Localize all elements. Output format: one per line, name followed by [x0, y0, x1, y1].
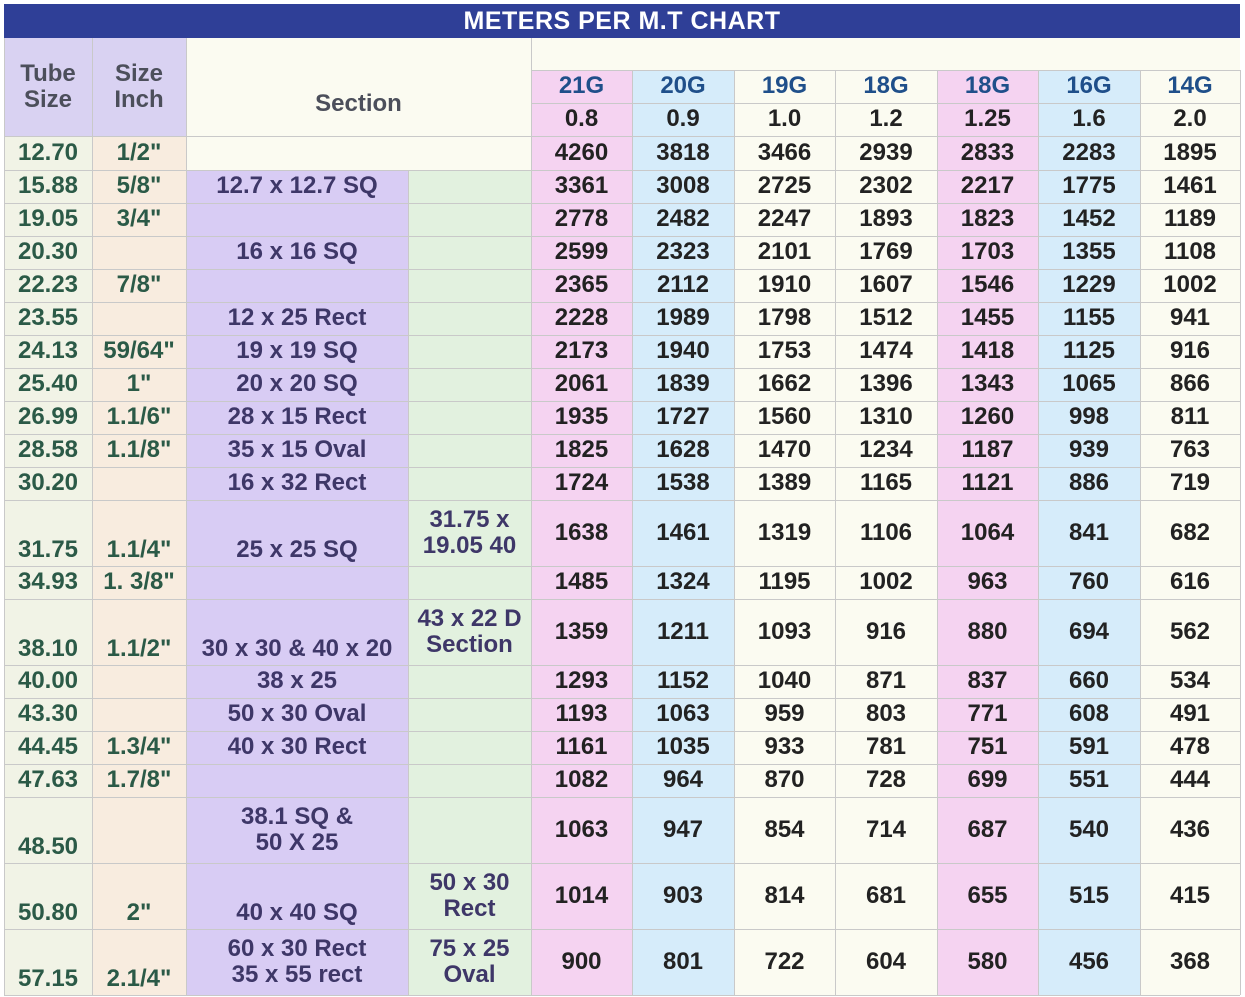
tube-size-cell: 23.55 — [17, 304, 79, 332]
value-cell: 763 — [1169, 436, 1211, 464]
value-cell: 1769 — [859, 238, 913, 266]
value-cell: 871 — [865, 667, 907, 695]
value-cell: 2599 — [554, 238, 609, 266]
value-cell: 456 — [1068, 947, 1110, 975]
column-divider — [1240, 70, 1241, 995]
value-cell: 1470 — [757, 436, 812, 464]
value-cell: 854 — [764, 815, 805, 843]
tube-size-cell: 26.99 — [17, 403, 79, 431]
size-inch-cell — [92, 797, 186, 863]
value-cell: 1418 — [960, 337, 1015, 365]
section-alt-cell — [408, 665, 531, 698]
section-cell: 35 x 15 Oval — [227, 436, 367, 464]
header-section: Section — [186, 38, 531, 170]
size-inch-cell: 1. 3/8" — [103, 568, 175, 596]
row-divider — [4, 929, 1240, 930]
value-cell: 1389 — [757, 469, 812, 497]
value-cell: 1727 — [656, 403, 710, 431]
value-cell: 880 — [967, 617, 1008, 645]
value-cell: 1063 — [554, 815, 609, 843]
value-cell: 1155 — [1062, 304, 1116, 332]
thickness-header: 1.6 — [1072, 105, 1106, 133]
section-cell: 12 x 25 Rect — [227, 304, 367, 332]
value-cell: 687 — [967, 815, 1008, 843]
section-alt-cell — [408, 368, 531, 401]
section-cell — [186, 269, 408, 302]
row-divider — [4, 203, 1240, 204]
column-divider — [531, 38, 532, 995]
tube-size-cell: 22.23 — [17, 271, 79, 299]
value-cell: 534 — [1169, 667, 1211, 695]
value-cell: 916 — [865, 617, 907, 645]
column-divider — [632, 70, 633, 995]
value-cell: 1002 — [1163, 271, 1217, 299]
value-cell: 1895 — [1163, 138, 1217, 166]
gauge-header: 21G — [558, 72, 605, 100]
value-cell: 1546 — [960, 271, 1015, 299]
row-divider — [4, 136, 1240, 137]
value-cell: 2173 — [554, 337, 609, 365]
tube-size-cell: 44.45 — [17, 733, 79, 761]
row-divider — [4, 797, 1240, 798]
value-cell: 1293 — [554, 667, 609, 695]
section-cell: 16 x 32 Rect — [227, 469, 367, 497]
row-divider — [4, 665, 1240, 666]
value-cell: 1165 — [859, 469, 913, 497]
section-cell: 12.7 x 12.7 SQ — [216, 172, 378, 200]
section-cell: 40 x 30 Rect — [227, 733, 367, 761]
value-cell: 837 — [967, 667, 1008, 695]
value-cell: 1452 — [1062, 205, 1116, 233]
value-cell: 998 — [1068, 403, 1110, 431]
column-divider — [835, 70, 836, 995]
value-cell: 2112 — [656, 271, 710, 299]
section-cell: 28 x 15 Rect — [227, 403, 367, 431]
value-cell: 1152 — [656, 667, 710, 695]
value-cell: 801 — [662, 947, 704, 975]
value-cell: 870 — [764, 766, 805, 794]
row-divider — [4, 863, 1240, 864]
value-cell: 655 — [967, 881, 1008, 909]
row-divider — [4, 995, 1240, 996]
tube-size-cell: 30.20 — [17, 469, 79, 497]
value-cell: 1825 — [554, 436, 609, 464]
column-divider — [408, 170, 409, 995]
value-cell: 660 — [1068, 667, 1110, 695]
size-inch-cell — [92, 236, 186, 269]
value-cell: 1014 — [554, 881, 609, 909]
value-cell: 1093 — [757, 617, 812, 645]
value-cell: 1628 — [656, 436, 710, 464]
tube-size-cell: 25.40 — [17, 370, 79, 398]
value-cell: 444 — [1169, 766, 1211, 794]
value-cell: 1063 — [656, 700, 710, 728]
section-cell: 30 x 30 & 40 x 20 — [201, 634, 393, 662]
section-alt-cell — [408, 335, 531, 368]
size-inch-cell: 1.3/4" — [106, 733, 172, 761]
value-cell: 1324 — [656, 568, 710, 596]
row-divider — [4, 500, 1240, 501]
thickness-header: 1.2 — [869, 105, 903, 133]
value-cell: 1910 — [757, 271, 812, 299]
value-cell: 1474 — [859, 337, 913, 365]
size-inch-cell: 2" — [126, 898, 152, 926]
value-cell: 1893 — [859, 205, 913, 233]
value-cell: 694 — [1068, 617, 1110, 645]
section-alt-cell — [408, 698, 531, 731]
value-cell: 682 — [1169, 518, 1211, 546]
value-cell: 616 — [1169, 568, 1211, 596]
section-alt-cell — [408, 566, 531, 599]
value-cell: 728 — [865, 766, 907, 794]
header-blank-band — [531, 38, 1240, 70]
value-cell: 933 — [764, 733, 805, 761]
value-cell: 551 — [1068, 766, 1110, 794]
value-cell: 2833 — [960, 138, 1015, 166]
size-inch-cell: 2.1/4" — [106, 964, 172, 992]
gauge-header: 18G — [863, 72, 909, 100]
section-cell: 38.1 SQ & 50 X 25 — [240, 802, 354, 856]
column-divider — [4, 38, 5, 995]
value-cell: 1002 — [859, 568, 913, 596]
value-cell: 963 — [967, 568, 1008, 596]
value-cell: 2217 — [960, 172, 1015, 200]
value-cell: 1125 — [1062, 337, 1116, 365]
value-cell: 1512 — [859, 304, 913, 332]
section-cell: 38 x 25 — [256, 667, 338, 695]
value-cell: 1753 — [757, 337, 812, 365]
value-cell: 1187 — [961, 436, 1014, 464]
section-cell: 25 x 25 SQ — [236, 535, 358, 563]
value-cell: 1035 — [656, 733, 710, 761]
value-cell: 1161 — [555, 733, 608, 761]
value-cell: 2939 — [859, 138, 913, 166]
size-inch-cell: 7/8" — [116, 271, 162, 299]
value-cell: 540 — [1068, 815, 1110, 843]
value-cell: 3818 — [656, 138, 710, 166]
tube-size-cell: 15.88 — [17, 172, 79, 200]
size-inch-cell: 1.1/2" — [106, 634, 172, 662]
value-cell: 1839 — [656, 370, 710, 398]
value-cell: 2302 — [859, 172, 913, 200]
value-cell: 1359 — [554, 617, 609, 645]
value-cell: 1229 — [1062, 271, 1116, 299]
value-cell: 714 — [865, 815, 907, 843]
value-cell: 1195 — [758, 568, 811, 596]
row-divider — [4, 236, 1240, 237]
row-divider — [4, 401, 1240, 402]
gauge-header: 19G — [761, 72, 808, 100]
value-cell: 1108 — [1163, 238, 1217, 266]
header-tube-size: Tube Size — [4, 38, 92, 136]
row-divider — [4, 698, 1240, 699]
value-cell: 1040 — [757, 667, 812, 695]
tube-size-cell: 34.93 — [17, 568, 79, 596]
gauge-header: 14G — [1167, 72, 1213, 100]
gauge-header: 16G — [1066, 72, 1112, 100]
row-divider — [4, 566, 1240, 567]
value-cell: 2323 — [656, 238, 710, 266]
size-inch-cell: 1/2" — [116, 138, 162, 166]
value-cell: 947 — [662, 815, 704, 843]
value-cell: 1607 — [859, 271, 913, 299]
size-inch-cell: 1.7/8" — [106, 766, 172, 794]
value-cell: 811 — [1170, 403, 1210, 431]
section-cell: 50 x 30 Oval — [227, 700, 367, 728]
tube-size-cell: 19.05 — [17, 205, 79, 233]
row-divider — [4, 335, 1240, 336]
thickness-header: 0.9 — [666, 105, 700, 133]
value-cell: 2228 — [554, 304, 609, 332]
row-divider — [4, 368, 1240, 369]
section-alt-cell — [408, 269, 531, 302]
section-alt-cell — [408, 797, 531, 863]
value-cell: 2283 — [1062, 138, 1116, 166]
value-cell: 591 — [1068, 733, 1110, 761]
section-alt-cell — [408, 170, 531, 203]
section-cell — [186, 203, 408, 236]
value-cell: 771 — [967, 700, 1008, 728]
value-cell: 1461 — [656, 518, 710, 546]
value-cell: 1319 — [757, 518, 812, 546]
value-cell: 722 — [764, 947, 805, 975]
value-cell: 814 — [764, 881, 805, 909]
value-cell: 1538 — [656, 469, 710, 497]
thickness-header: 1.0 — [767, 105, 802, 133]
section-alt-cell — [408, 203, 531, 236]
section-alt-cell: 75 x 25 Oval — [429, 934, 510, 988]
tube-size-cell: 43.30 — [17, 700, 79, 728]
section-alt-cell: 31.75 x 19.05 40 — [422, 505, 517, 559]
thickness-header: 2.0 — [1173, 105, 1207, 133]
value-cell: 1798 — [757, 304, 812, 332]
value-cell: 1455 — [960, 304, 1015, 332]
gauge-header: 18G — [964, 72, 1011, 100]
tube-size-cell: 57.15 — [17, 964, 79, 992]
value-cell: 1260 — [960, 403, 1015, 431]
tube-size-cell: 20.30 — [17, 238, 79, 266]
row-divider — [4, 302, 1240, 303]
size-inch-cell: 5/8" — [116, 172, 162, 200]
value-cell: 2061 — [554, 370, 609, 398]
row-divider — [4, 599, 1240, 600]
value-cell: 1355 — [1062, 238, 1116, 266]
value-cell: 941 — [1169, 304, 1211, 332]
value-cell: 1121 — [961, 469, 1014, 497]
value-cell: 1703 — [960, 238, 1015, 266]
column-divider — [734, 70, 735, 995]
value-cell: 2247 — [757, 205, 812, 233]
value-cell: 1775 — [1062, 172, 1116, 200]
section-alt-cell — [408, 401, 531, 434]
value-cell: 751 — [967, 733, 1008, 761]
value-cell: 3466 — [757, 138, 812, 166]
value-cell: 916 — [1169, 337, 1211, 365]
value-cell: 1638 — [554, 518, 609, 546]
row-divider — [4, 764, 1240, 765]
size-inch-cell — [92, 302, 186, 335]
column-divider — [1038, 70, 1039, 995]
section-cell: 40 x 40 SQ — [236, 898, 358, 926]
value-cell: 2482 — [656, 205, 710, 233]
value-cell: 903 — [662, 881, 704, 909]
column-divider — [186, 38, 187, 995]
value-cell: 1823 — [960, 205, 1015, 233]
value-cell: 939 — [1068, 436, 1110, 464]
value-cell: 1461 — [1163, 172, 1217, 200]
value-cell: 1940 — [656, 337, 710, 365]
row-divider — [4, 434, 1240, 435]
tube-size-cell: 50.80 — [17, 898, 79, 926]
section-cell: 16 x 16 SQ — [236, 238, 358, 266]
value-cell: 2365 — [554, 271, 609, 299]
value-cell: 841 — [1068, 518, 1110, 546]
value-cell: 580 — [967, 947, 1008, 975]
value-cell: 2101 — [757, 238, 812, 266]
value-cell: 866 — [1169, 370, 1211, 398]
value-cell: 1082 — [554, 766, 609, 794]
size-inch-cell — [92, 698, 186, 731]
value-cell: 3008 — [656, 172, 710, 200]
row-divider — [4, 269, 1240, 270]
section-alt-cell — [408, 236, 531, 269]
value-cell: 1189 — [1163, 205, 1217, 233]
value-cell: 964 — [662, 766, 704, 794]
thickness-header: 1.25 — [964, 105, 1011, 133]
section-alt-cell: 50 x 30 Rect — [429, 868, 510, 922]
size-inch-cell: 59/64" — [103, 337, 175, 365]
header-divider — [531, 103, 1240, 104]
value-cell: 562 — [1169, 617, 1211, 645]
tube-size-cell: 12.70 — [17, 138, 79, 166]
row-divider — [4, 170, 1240, 171]
size-inch-cell: 1.1/6" — [106, 403, 172, 431]
value-cell: 803 — [865, 700, 907, 728]
value-cell: 1343 — [960, 370, 1015, 398]
value-cell: 1560 — [757, 403, 812, 431]
value-cell: 3361 — [554, 172, 609, 200]
value-cell: 760 — [1068, 568, 1110, 596]
value-cell: 415 — [1169, 881, 1211, 909]
size-inch-cell: 1.1/4" — [106, 535, 172, 563]
value-cell: 2778 — [554, 205, 609, 233]
tube-size-cell: 38.10 — [17, 634, 79, 662]
value-cell: 368 — [1169, 947, 1211, 975]
tube-size-cell: 28.58 — [17, 436, 79, 464]
value-cell: 2725 — [757, 172, 812, 200]
value-cell: 478 — [1169, 733, 1211, 761]
section-alt-cell: 43 x 22 D Section — [417, 604, 522, 658]
column-divider — [1140, 70, 1141, 995]
section-alt-cell — [408, 731, 531, 764]
header-size-inch: Size Inch — [92, 38, 186, 136]
value-cell: 608 — [1068, 700, 1110, 728]
value-cell: 1106 — [859, 518, 913, 546]
tube-size-cell: 48.50 — [17, 832, 79, 860]
value-cell: 1485 — [554, 568, 609, 596]
section-alt-cell — [408, 467, 531, 500]
section-alt-cell — [408, 302, 531, 335]
size-inch-cell: 1" — [126, 370, 152, 398]
row-divider — [4, 467, 1240, 468]
value-cell: 1935 — [554, 403, 609, 431]
value-cell: 1234 — [859, 436, 913, 464]
section-alt-cell — [408, 764, 531, 797]
value-cell: 719 — [1169, 469, 1211, 497]
chart-title: METERS PER M.T CHART — [4, 4, 1240, 38]
header-divider — [531, 70, 1240, 71]
value-cell: 886 — [1068, 469, 1110, 497]
value-cell: 1396 — [859, 370, 913, 398]
section-cell: 19 x 19 SQ — [236, 337, 358, 365]
gauge-header: 20G — [660, 72, 706, 100]
column-divider — [937, 70, 938, 995]
value-cell: 699 — [967, 766, 1008, 794]
section-cell — [186, 764, 408, 797]
value-cell: 959 — [764, 700, 805, 728]
value-cell: 515 — [1068, 881, 1110, 909]
value-cell: 1211 — [656, 617, 710, 645]
value-cell: 604 — [865, 947, 907, 975]
section-cell: 20 x 20 SQ — [236, 370, 358, 398]
thickness-header: 0.8 — [564, 105, 599, 133]
value-cell: 681 — [865, 881, 907, 909]
value-cell: 436 — [1169, 815, 1211, 843]
value-cell: 1310 — [859, 403, 913, 431]
tube-size-cell: 24.13 — [17, 337, 79, 365]
tube-size-cell: 31.75 — [17, 535, 79, 563]
value-cell: 1724 — [554, 469, 609, 497]
section-alt-cell — [408, 434, 531, 467]
value-cell: 491 — [1169, 700, 1211, 728]
tube-size-cell: 47.63 — [17, 766, 79, 794]
row-divider — [4, 731, 1240, 732]
size-inch-cell — [92, 665, 186, 698]
size-inch-cell — [92, 467, 186, 500]
value-cell: 1989 — [656, 304, 710, 332]
value-cell: 781 — [865, 733, 907, 761]
value-cell: 4260 — [554, 138, 609, 166]
size-inch-cell: 1.1/8" — [106, 436, 172, 464]
size-inch-cell: 3/4" — [116, 205, 162, 233]
value-cell: 1662 — [757, 370, 812, 398]
section-cell — [186, 566, 408, 599]
value-cell: 900 — [561, 947, 602, 975]
column-divider — [92, 38, 93, 995]
value-cell: 1064 — [960, 518, 1015, 546]
value-cell: 1193 — [555, 700, 608, 728]
section-cell: 60 x 30 Rect 35 x 55 rect — [227, 934, 367, 988]
value-cell: 1065 — [1062, 370, 1116, 398]
tube-size-cell: 40.00 — [17, 667, 79, 695]
